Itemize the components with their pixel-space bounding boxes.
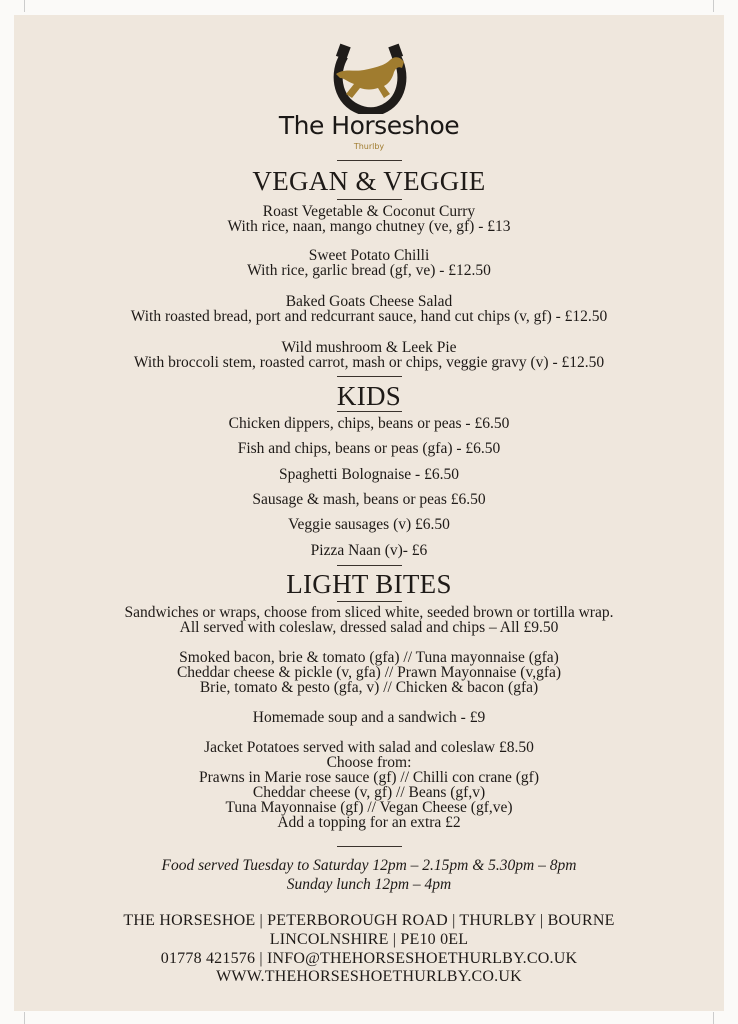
divider xyxy=(337,565,402,566)
section-title-vegan: VEGAN & VEGGIE xyxy=(252,166,486,196)
menu-item-name: Baked Goats Cheese Salad xyxy=(285,293,453,310)
crop-mark xyxy=(713,1012,714,1024)
divider xyxy=(337,160,402,161)
menu-item-desc: With roasted bread, port and redcurrant sauce, hand cut chips (v, gf) - £12.50 xyxy=(130,308,608,325)
menu-item: Fish and chips, beans or peas (gfa) - £6.50 xyxy=(237,440,501,457)
menu-item-desc: With rice, garlic bread (gf, ve) - £12.50 xyxy=(247,262,491,279)
crop-mark xyxy=(24,0,25,12)
crop-mark xyxy=(24,1012,25,1024)
opening-hours: Food served Tuesday to Saturday 12pm – 2.15pm & 5.30pm – 8pm xyxy=(161,857,577,874)
crop-mark xyxy=(713,0,714,12)
section-title-kids: KIDS xyxy=(336,381,402,411)
divider xyxy=(337,411,402,412)
menu-item: Veggie sausages (v) £6.50 xyxy=(288,516,450,533)
logo-name: The Horseshoe xyxy=(278,111,460,140)
divider xyxy=(337,376,402,377)
intro-text: All served with coleslaw, dressed salad and chips – All £9.50 xyxy=(179,619,559,636)
divider xyxy=(337,846,402,847)
divider xyxy=(337,601,402,602)
jacket-line: Add a topping for an extra £2 xyxy=(277,814,461,831)
menu-item-name: Sweet Potato Chilli xyxy=(308,247,430,264)
divider xyxy=(337,199,402,200)
jacket-line: Jacket Potatoes served with salad and coleslaw £8.50 xyxy=(204,739,534,756)
menu-item-name: Wild mushroom & Leek Pie xyxy=(281,339,457,356)
filling-line: Cheddar cheese & pickle (v, gfa) // Prawn Mayonnaise (v,gfa) xyxy=(176,664,562,681)
logo-subtitle: Thurlby xyxy=(353,142,385,151)
menu-item: Sausage & mash, beans or peas £6.50 xyxy=(252,491,486,508)
address-line: THE HORSESHOE | PETERBOROUGH ROAD | THURLBY | BOURNE xyxy=(123,912,615,929)
horseshoe-horse-logo-icon xyxy=(330,42,410,114)
filling-line: Brie, tomato & pesto (gfa, v) // Chicken & bacon (gfa) xyxy=(199,679,539,696)
jacket-line: Cheddar cheese (v, gf) // Beans (gf,v) xyxy=(252,784,486,801)
address-line: LINCOLNSHIRE | PE10 0EL xyxy=(269,931,469,948)
menu-item: Pizza Naan (v)- £6 xyxy=(310,542,428,559)
jacket-line: Tuna Mayonnaise (gf) // Vegan Cheese (gf,ve) xyxy=(225,799,513,816)
contact-line[interactable]: 01778 421576 | INFO@THEHORSESHOETHURLBY.CO.UK xyxy=(160,950,578,967)
section-title-light-bites: LIGHT BITES xyxy=(286,569,452,599)
intro-text: Sandwiches or wraps, choose from sliced white, seeded brown or tortilla wrap. xyxy=(124,604,614,621)
menu-item-desc: With rice, naan, mango chutney (ve, gf) - £13 xyxy=(227,218,511,235)
jacket-line: Choose from: xyxy=(326,754,412,771)
menu-item: Homemade soup and a sandwich - £9 xyxy=(252,709,486,726)
filling-line: Smoked bacon, brie & tomato (gfa) // Tuna mayonnaise (gfa) xyxy=(179,649,559,666)
menu-item-desc: With broccoli stem, roasted carrot, mash or chips, veggie gravy (v) - £12.50 xyxy=(133,354,605,371)
menu-item: Chicken dippers, chips, beans or peas - £6.50 xyxy=(228,415,510,432)
opening-hours: Sunday lunch 12pm – 4pm xyxy=(286,876,452,893)
menu-item-name: Roast Vegetable & Coconut Curry xyxy=(262,203,476,220)
menu-item: Spaghetti Bolognaise - £6.50 xyxy=(279,466,459,483)
website-link[interactable]: WWW.THEHORSESHOETHURLBY.CO.UK xyxy=(216,968,522,985)
jacket-line: Prawns in Marie rose sauce (gf) // Chilli con crane (gf) xyxy=(198,769,540,786)
